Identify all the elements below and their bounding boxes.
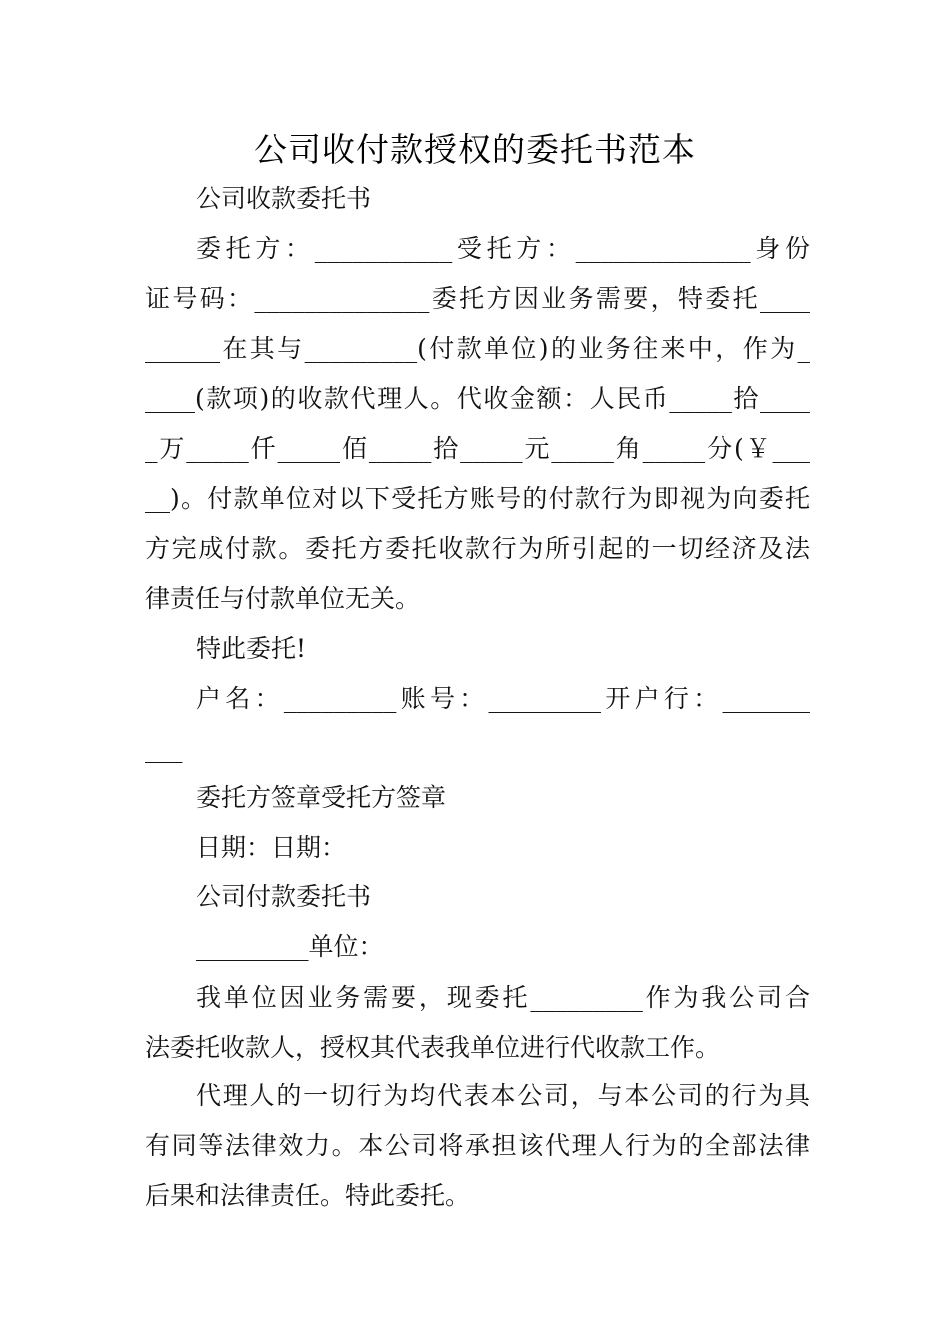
- unit-line: _________单位：: [196, 932, 384, 961]
- signature-line: 委托方签章受托方签章: [196, 783, 447, 812]
- body-line: ______在其与_________(付款单位)的业务往来中，作为_: [145, 334, 810, 363]
- body-line: 方完成付款。委托方委托收款行为所引起的一切经济及法: [145, 534, 810, 563]
- body-line: 律责任与付款单位无关。: [145, 584, 421, 613]
- section-heading-payment: 公司付款委托书: [196, 882, 372, 911]
- section-heading-collection: 公司收款委托书: [196, 184, 372, 213]
- document-title: 公司收付款授权的委托书范本: [254, 130, 696, 169]
- body-line: 证号码：______________委托方因业务需要，特委托____: [145, 284, 810, 313]
- body-line: 我单位因业务需要，现委托_________作为我公司合: [196, 983, 810, 1012]
- account-line-continued: ___: [145, 734, 183, 763]
- date-line: 日期：日期：: [196, 833, 347, 862]
- body-line: ____(款项)的收款代理人。代收金额：人民币_____拾____: [145, 384, 810, 413]
- account-line: 户名：_________账号：_________开户行：_______: [196, 684, 810, 713]
- body-line: 后果和法律责任。特此委托。: [145, 1181, 471, 1210]
- body-line: _万_____仟_____佰_____拾_____元_____角_____分(￥___: [145, 434, 810, 463]
- body-line: 委托方：___________受托方：______________身份: [196, 234, 810, 263]
- body-line: 有同等法律效力。本公司将承担该代理人行为的全部法律: [145, 1131, 810, 1160]
- body-line: 代理人的一切行为均代表本公司，与本公司的行为具: [196, 1081, 810, 1110]
- closing-line: 特此委托!: [196, 634, 307, 663]
- body-line: 法委托收款人，授权其代表我单位进行代收款工作。: [145, 1033, 721, 1062]
- body-line: __)。付款单位对以下受托方账号的付款行为即视为向委托: [145, 484, 810, 513]
